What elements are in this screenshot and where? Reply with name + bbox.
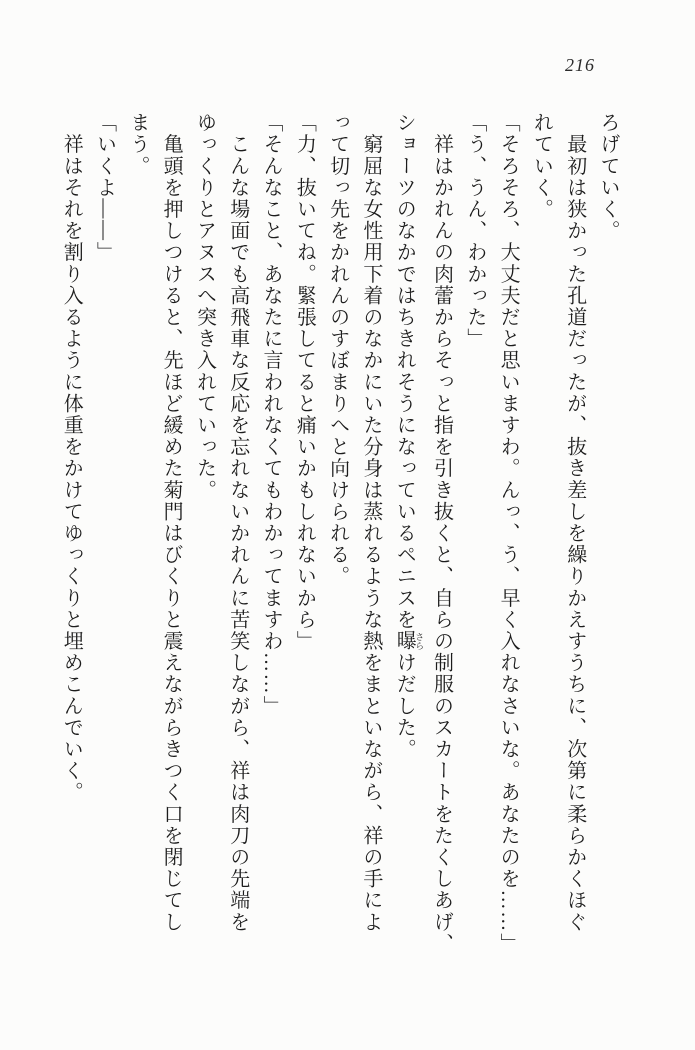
text-line: 亀頭を押しつけると、先ほど緩めた菊門はびくりと震えながらきつく口を閉じてし xyxy=(160,112,183,933)
page-number: 216 xyxy=(565,55,595,75)
text-line: 窮屈な女性用下着のなかにいた分身は蒸れるような熱をまといながら、祥の手によ xyxy=(359,112,382,933)
text-line: 「そんなこと、あなたに言われなくてもわかってますわ……」 xyxy=(260,112,283,717)
text-line: 祥はそれを割り入るように体重をかけてゆっくりと埋めこんでいく。 xyxy=(60,112,83,804)
text-line: こんな場面でも高飛車な反応を忘れないかれんに苦笑しながら、祥は肉刀の先端を xyxy=(226,112,249,933)
text-line: まう。 xyxy=(126,112,149,177)
text-block xyxy=(54,112,624,997)
text-line: って切っ先をかれんのすぼまりへと向けられる。 xyxy=(326,112,349,588)
text-line: 「いくよ――」 xyxy=(93,112,116,264)
text-line: 「力、抜いてね。緊張してると痛いかもしれないから」 xyxy=(293,112,316,652)
text-line: 祥はかれんの肉蕾からそっと指を引き抜くと、自らの制服のスカートをたくしあげ、 xyxy=(430,112,453,955)
text-line: ろげていく。 xyxy=(597,112,619,242)
text-line: 「そろそろ、大丈夫だと思いますわ。んっ、う、早く入れなさいな。あなたのを……」 xyxy=(497,112,520,955)
text-line: 最初は狭かった孔道だったが、抜き差しを繰りかえすうちに、次第に柔らかくほぐ xyxy=(563,112,586,933)
text-line: ゆっくりとアヌスへ突き入れていった。 xyxy=(193,112,216,501)
text-line: ショーツのなかではちきれそうになっているペニスを曝 さらけだした。 xyxy=(393,112,425,761)
text-line: 「う、うん、わかった」 xyxy=(463,112,486,350)
text-line: れていく。 xyxy=(530,112,553,220)
